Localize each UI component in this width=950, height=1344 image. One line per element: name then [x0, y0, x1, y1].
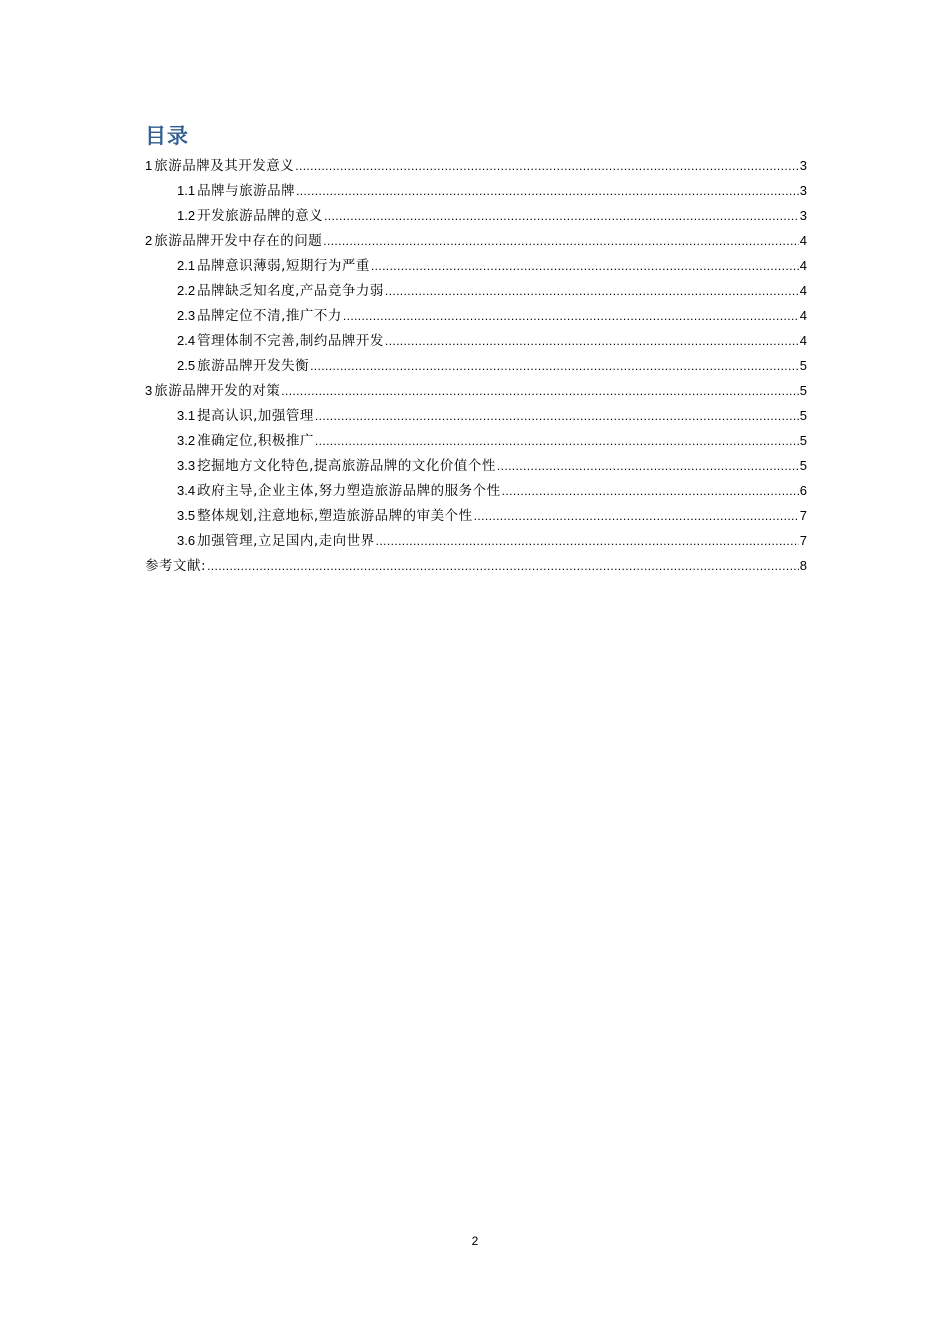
dot-leader — [497, 454, 799, 479]
toc-entry-title: 提高认识,加强管理 — [197, 408, 314, 424]
toc-entry-page: 5 — [799, 408, 807, 423]
toc-entry[interactable] — [145, 278, 807, 303]
dot-leader — [324, 204, 799, 229]
toc-entry-page: 7 — [799, 533, 807, 548]
toc-entry-title: 管理体制不完善,制约品牌开发 — [197, 333, 384, 349]
toc-entry[interactable] — [145, 228, 807, 253]
dot-leader — [376, 529, 799, 554]
toc-entry[interactable] — [145, 153, 807, 178]
toc-entry[interactable] — [145, 378, 807, 403]
toc-entry-title: 品牌意识薄弱,短期行为严重 — [197, 258, 370, 274]
toc-entry-page: 5 — [799, 433, 807, 448]
dot-leader — [371, 254, 799, 279]
dot-leader — [385, 279, 799, 304]
toc-entry-title: 品牌与旅游品牌 — [197, 183, 296, 199]
toc-entry-number: 2.3 — [177, 308, 196, 323]
toc-entry[interactable] — [145, 178, 807, 203]
toc-entry-number: 2.1 — [177, 258, 196, 273]
toc-entry-number: 1.2 — [177, 208, 196, 223]
toc-entry[interactable] — [145, 478, 807, 503]
dot-leader — [315, 404, 799, 429]
dot-leader — [281, 379, 799, 404]
toc-entry-page: 4 — [799, 333, 807, 348]
toc-entry[interactable] — [145, 403, 807, 428]
toc-entry-title: 旅游品牌开发失衡 — [197, 358, 310, 374]
toc-entry-number: 2 — [145, 233, 153, 248]
toc-entry-title: 加强管理,立足国内,走向世界 — [197, 533, 375, 549]
toc-entry-number: 1.1 — [177, 183, 196, 198]
toc-entry-page: 4 — [799, 308, 807, 323]
toc-entry[interactable] — [145, 253, 807, 278]
toc-entry[interactable] — [145, 428, 807, 453]
toc-entry-page: 8 — [799, 558, 807, 573]
toc-entry-page: 3 — [799, 183, 807, 198]
toc-entry-page: 3 — [799, 158, 807, 173]
toc-entry-number: 3.3 — [177, 458, 196, 473]
dot-leader — [296, 179, 799, 204]
toc-entry[interactable] — [145, 503, 807, 528]
toc-entry-title: 旅游品牌开发的对策 — [154, 383, 281, 399]
toc-entry-page: 6 — [799, 483, 807, 498]
toc-entry-title: 品牌缺乏知名度,产品竞争力弱 — [197, 283, 384, 299]
dot-leader — [323, 229, 799, 254]
page-number: 2 — [471, 1234, 479, 1248]
toc-entry-number: 3.4 — [177, 483, 196, 498]
toc-entry-title: 政府主导,企业主体,努力塑造旅游品牌的服务个性 — [197, 483, 501, 499]
toc-entry-number: 3.1 — [177, 408, 196, 423]
toc-title: 目录 — [145, 124, 189, 148]
toc-entry-title: 准确定位,积极推广 — [197, 433, 314, 449]
toc-entry-page: 4 — [799, 233, 807, 248]
toc-entry-number: 3.5 — [177, 508, 196, 523]
toc-entry[interactable] — [145, 203, 807, 228]
toc-entry-number: 1 — [145, 158, 153, 173]
toc-entry-page: 4 — [799, 258, 807, 273]
dot-leader — [474, 504, 799, 529]
toc-entry-number: 3.6 — [177, 533, 196, 548]
toc-entry-page: 5 — [799, 383, 807, 398]
toc-entry-page: 3 — [799, 208, 807, 223]
dot-leader — [295, 154, 799, 179]
dot-leader — [385, 329, 799, 354]
toc-entry[interactable] — [145, 553, 807, 578]
table-of-contents — [145, 153, 807, 578]
toc-entry-number: 3.2 — [177, 433, 196, 448]
dot-leader — [310, 354, 799, 379]
toc-entry-number: 2.4 — [177, 333, 196, 348]
dot-leader — [207, 554, 799, 579]
toc-entry-title: 整体规划,注意地标,塑造旅游品牌的审美个性 — [197, 508, 473, 524]
dot-leader — [343, 304, 799, 329]
toc-entry-title: 旅游品牌开发中存在的问题 — [154, 233, 323, 249]
toc-entry-number: 2.2 — [177, 283, 196, 298]
toc-entry-page: 5 — [799, 358, 807, 373]
toc-entry-number: 2.5 — [177, 358, 196, 373]
toc-entry-page: 7 — [799, 508, 807, 523]
toc-entry[interactable] — [145, 303, 807, 328]
toc-entry[interactable] — [145, 353, 807, 378]
dot-leader — [502, 479, 799, 504]
toc-entry[interactable] — [145, 528, 807, 553]
toc-entry-page: 4 — [799, 283, 807, 298]
toc-entry-title: 开发旅游品牌的意义 — [197, 208, 324, 224]
toc-entry-title: 挖掘地方文化特色,提高旅游品牌的文化价值个性 — [197, 458, 496, 474]
toc-entry[interactable] — [145, 453, 807, 478]
dot-leader — [315, 429, 799, 454]
toc-entry-page: 5 — [799, 458, 807, 473]
toc-entry[interactable] — [145, 328, 807, 353]
toc-entry-number: 3 — [145, 383, 153, 398]
toc-entry-title: 参考文献: — [145, 558, 207, 574]
toc-entry-title: 品牌定位不清,推广不力 — [197, 308, 342, 324]
toc-entry-title: 旅游品牌及其开发意义 — [154, 158, 295, 174]
